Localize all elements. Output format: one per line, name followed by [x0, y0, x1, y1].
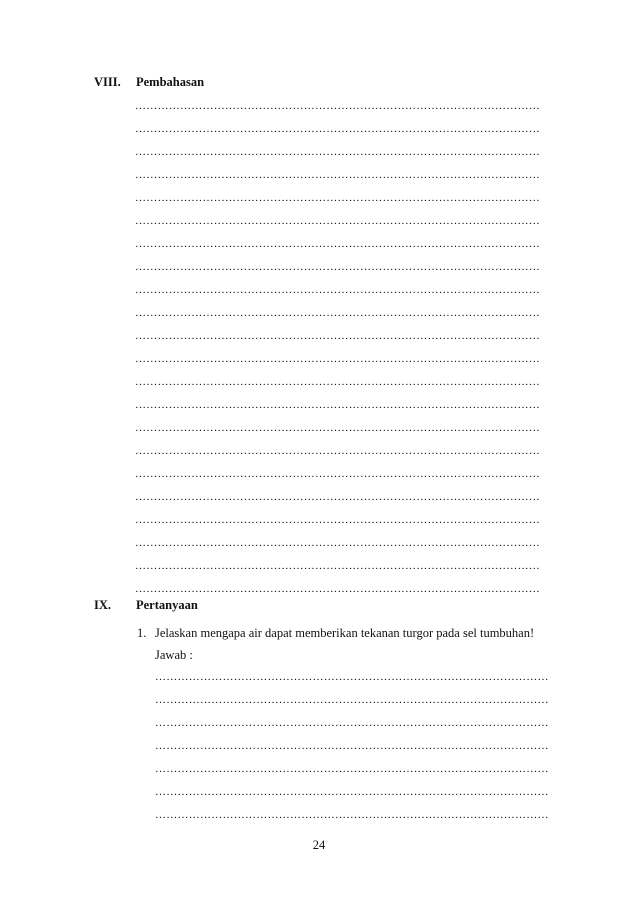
- dotted-answer-line: ………………………………………………………………………………………………: [135, 238, 540, 250]
- dotted-answer-line: ………………………………………………………………………………………………: [135, 537, 540, 549]
- dotted-answer-line: ………………………………………………………………………………………………: [135, 330, 540, 342]
- dotted-answer-line: ………………………………………………………………………………………………: [135, 376, 540, 388]
- page-number: 24: [312, 838, 326, 852]
- section-ix-number: IX.: [94, 598, 112, 612]
- pembahasan-answer-lines: [135, 95, 562, 601]
- dotted-answer-line: ………………………………………………………………………………………………: [135, 491, 540, 503]
- dotted-answer-line: ……………………………………………………………………………………………: [155, 763, 549, 775]
- dotted-answer-line: ………………………………………………………………………………………………: [135, 399, 540, 411]
- dotted-answer-line: ……………………………………………………………………………………………: [155, 717, 549, 729]
- dotted-answer-line: ………………………………………………………………………………………………: [135, 514, 540, 526]
- answer-label: Jawab :: [155, 648, 193, 662]
- dotted-answer-line: ………………………………………………………………………………………………: [135, 169, 540, 181]
- question-1-text: Jelaskan mengapa air dapat memberikan tekanan turgor pada sel tumbuhan!: [155, 626, 535, 640]
- dotted-answer-line: ………………………………………………………………………………………………: [135, 307, 540, 319]
- section-viii-number: VIII.: [94, 75, 121, 89]
- dotted-answer-line: ………………………………………………………………………………………………: [135, 560, 540, 572]
- dotted-answer-line: ………………………………………………………………………………………………: [135, 468, 540, 480]
- dotted-answer-line: ……………………………………………………………………………………………: [155, 671, 549, 683]
- dotted-answer-line: ………………………………………………………………………………………………: [135, 192, 540, 204]
- dotted-answer-line: ………………………………………………………………………………………………: [135, 422, 540, 434]
- dotted-answer-line: ……………………………………………………………………………………………: [155, 694, 549, 706]
- dotted-answer-line: ……………………………………………………………………………………………: [155, 809, 549, 821]
- dotted-answer-line: ………………………………………………………………………………………………: [135, 123, 540, 135]
- dotted-answer-line: ………………………………………………………………………………………………: [135, 583, 540, 595]
- dotted-answer-line: ………………………………………………………………………………………………: [135, 445, 540, 457]
- dotted-answer-line: ………………………………………………………………………………………………: [135, 284, 540, 296]
- dotted-answer-line: ………………………………………………………………………………………………: [135, 353, 540, 365]
- dotted-answer-line: ………………………………………………………………………………………………: [135, 261, 540, 273]
- section-ix-title: Pertanyaan: [136, 598, 198, 612]
- dotted-answer-line: ………………………………………………………………………………………………: [135, 215, 540, 227]
- question-1-answer-lines: [155, 666, 557, 827]
- dotted-answer-line: ………………………………………………………………………………………………: [135, 100, 540, 112]
- dotted-answer-line: ……………………………………………………………………………………………: [155, 786, 549, 798]
- question-1-number: 1.: [137, 626, 147, 640]
- dotted-answer-line: ……………………………………………………………………………………………: [155, 740, 549, 752]
- section-viii-title: Pembahasan: [136, 75, 205, 89]
- dotted-answer-line: ………………………………………………………………………………………………: [135, 146, 540, 158]
